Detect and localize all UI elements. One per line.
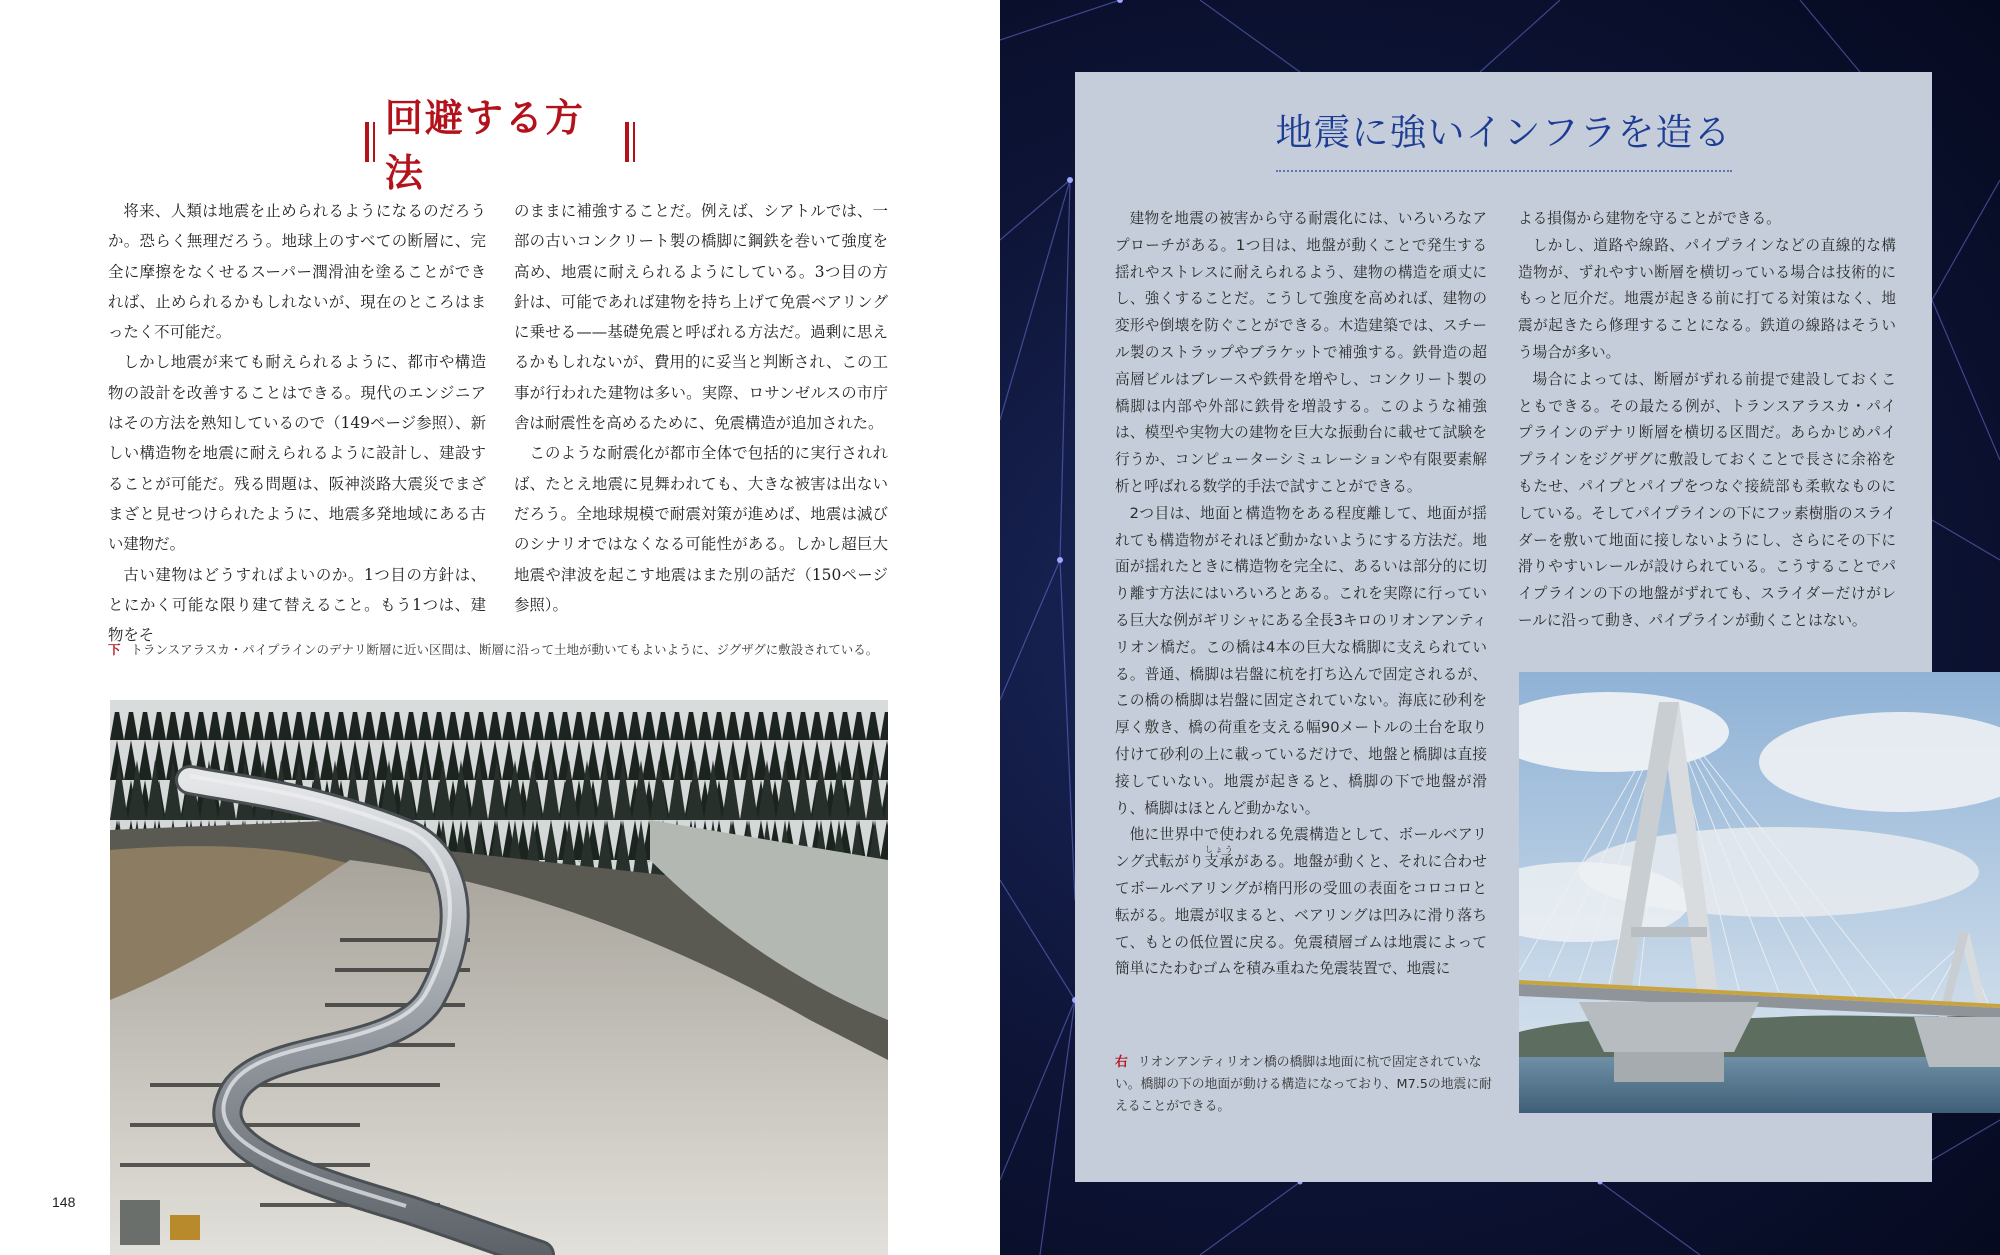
panel-title-text: 地震に強いインフラを造る bbox=[1276, 102, 1732, 172]
pipeline-photo bbox=[110, 700, 888, 1255]
left-column-1 bbox=[108, 196, 486, 650]
pipeline-caption bbox=[108, 639, 888, 661]
page-number: 148 bbox=[52, 1194, 76, 1210]
title-bar-left bbox=[365, 122, 375, 162]
paragraph: よる損傷から建物を守ることができる。 bbox=[1518, 210, 1781, 227]
section-title-text: 回避する方法 bbox=[384, 95, 585, 195]
ruby-annotation: 支承しょう bbox=[1204, 845, 1234, 871]
paragraph: このような耐震化が都市全体で包括的に実行されれば、たとえ地震に見舞われても、大きな被害は出ないだろう。全地球規模で耐震対策が進めば、地震は滅びのシナリオではなくなる可能性がある。しかし超巨大地震や津波を起こす地震はまた別の話だ（150ページ参照）。 bbox=[514, 444, 888, 614]
paragraph: 建物を地震の被害から守る耐震化には、いろいろなアプローチがある。1つ目は、地盤が動くことで発生する揺れやストレスに耐えられるよう、建物の構造を頑丈にし、強くすることだ。こうして強度を高めれば、建物の変形や倒壊を防ぐことができる。木造建築では、スチール製のストラップやブラケットで補強する。鉄骨造の超高層ビルはブレースや鉄骨を増やし、コンクリート製の橋脚は内部や外部に鉄骨を増設する。このような補強は、模型や実物大の建物を巨大な振動台に載せて試験を行うか、コンピューターシミュレーションや有限要素解析と呼ばれる数学的手法で試すことができる。 bbox=[1115, 210, 1487, 495]
bridge-caption bbox=[1115, 1052, 1493, 1118]
paragraph: しかし、道路や線路、パイプラインなどの直線的な構造物が、ずれやすい断層を横切っている場合は技術的にもっと厄介だ。地震が起きる前に打てる対策はなく、地震が起きたら修理することになる。鉄道の線路はそういう場合が多い。 bbox=[1518, 236, 1896, 361]
right-column-2 bbox=[1518, 206, 1896, 635]
paragraph: 将来、人類は地震を止められるようになるのだろうか。恐らく無理だろう。地球上のすべての断層に、完全に摩擦をなくせるスーパー潤滑油を塗ることができれば、止められるかもしれないが、現在のところはまったく不可能だ。 bbox=[108, 202, 486, 342]
paragraph: 2つ目は、地面と構造物をある程度離して、地面が揺れても構造物がそれほど動かないようにする方法だ。地面が揺れたときに構造物を完全に、あるいは部分的に切り離す方法にはいろいろとある。これを実際に行っている巨大な例がギリシャにある全長3キロのリオンアンティリオン橋だ。この橋は4本の巨大な橋脚に支えられている。普通、橋脚は岩盤に杭を打ち込んで固定されるが、この橋の橋脚は岩盤に固定されていない。海底に砂利を厚く敷き、橋の荷重を支える幅90メートルの土台を取り付けて砂利の上に載っているだけで、地盤と橋脚は直接接していない。地震が起きると、橋脚の下で地盤が滑り、橋脚はほとんど動かない。 bbox=[1115, 504, 1487, 817]
panel-title bbox=[1075, 102, 1932, 172]
bridge-photo bbox=[1519, 672, 2000, 1113]
caption-position-mark: 下 bbox=[108, 643, 121, 657]
ruby-reading: しょう bbox=[1204, 845, 1234, 855]
paragraph: 場合によっては、断層がずれる前提で建設しておくこともできる。その最たる例が、トランスアラスカ・パイプラインのデナリ断層を横切る区間だ。あらかじめパイプラインをジグザグに敷設しておくことで長さに余裕をもたせ、パイプとパイプをつなぐ接続部も柔軟なものにしている。そしてパイプラインの下にフッ素樹脂のスライダーを敷いて地面に接しないようにし、さらにその下に滑りやすいレールが設けられている。こうすることでパイプラインの下の地盤がずれても、スライダーだけがレールに沿って動き、パイプラインが動くことはない。 bbox=[1518, 370, 1896, 629]
paragraph: 他に世界中で使われる免震構造として、ボールベアリング式転がり支承しょうがある。地盤が動くと、それに合わせてボールベアリングが楕円形の受皿の表面をコロコロと転がる。地震が収まると、ベアリングは凹みに滑り落ちて、もとの低位置に戻る。免震積層ゴムは地震によって簡単にたわむゴムを積み重ねた免震装置で、地震に bbox=[1115, 826, 1487, 978]
left-column-2 bbox=[514, 196, 888, 620]
caption-text: リオンアンティリオン橋の橋脚は地面に杭で固定されていない。橋脚の下の地面が動ける構造になっており、M7.5の地震に耐えることができる。 bbox=[1115, 1055, 1492, 1114]
paragraph: しかし地震が来ても耐えられるように、都市や構造物の設計を改善することはできる。現代のエンジニアはその方法を熟知しているので（149ページ参照）、新しい構造物を地震に耐えられるように設計し、建設することが可能だ。残る問題は、阪神淡路大震災でまざまざと見せつけられたように、地震多発地域にある古い建物だ。 bbox=[108, 353, 486, 554]
section-title bbox=[355, 95, 645, 195]
paragraph: 古い建物はどうすればよいのか。1つ目の方針は、とにかく可能な限り建て替えること。もう1つは、建物をそ bbox=[108, 565, 486, 645]
caption-text: トランスアラスカ・パイプラインのデナリ断層に近い区間は、断層に沿って土地が動いてもよいように、ジグザグに敷設されている。 bbox=[130, 643, 879, 657]
paragraph: のままに補強することだ。例えば、シアトルでは、一部の古いコンクリート製の橋脚に鋼鉄を巻いて強度を高め、地震に耐えられるようにしている。3つ目の方針は、可能であれば建物を持ち上げて免震ベアリングに乗せる——基礎免震と呼ばれる方法だ。過剰に思えるかもしれないが、費用的に妥当と判断され、この工事が行われた建物は多い。実際、ロサンゼルスの市庁舎は耐震性を高めるために、免震構造が追加された。 bbox=[514, 202, 888, 433]
right-column-1 bbox=[1115, 206, 1487, 983]
caption-position-mark: 右 bbox=[1115, 1055, 1128, 1070]
title-bar-right bbox=[625, 122, 635, 162]
